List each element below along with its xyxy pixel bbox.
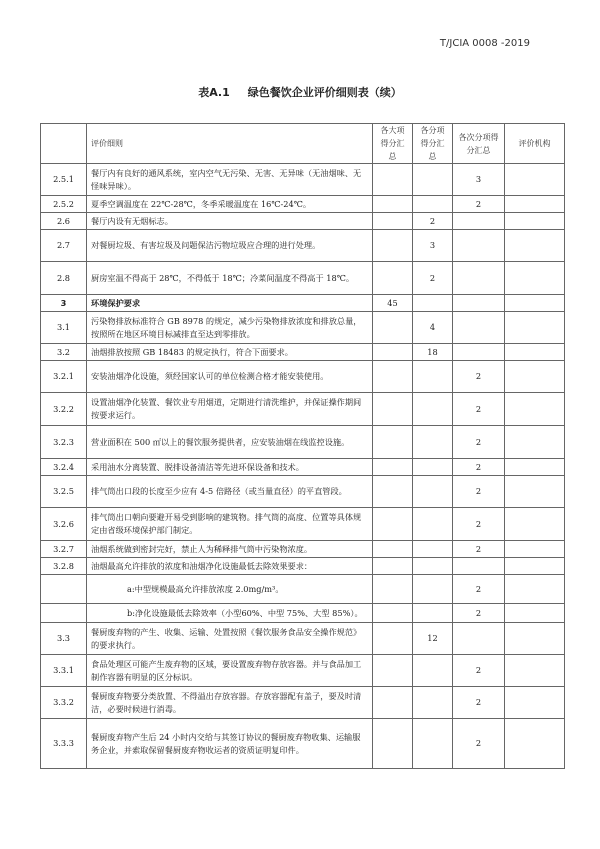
row-org-evaluation (505, 344, 565, 361)
row-item-score (413, 196, 453, 213)
table-row (41, 575, 565, 604)
row-description: 营业面积在 500 ㎡以上的餐饮服务提供者，应安装油烟在线监控设施。 (87, 426, 373, 459)
table-title (0, 84, 600, 100)
row-max-item-score (373, 604, 413, 623)
row-org-evaluation (505, 719, 565, 769)
row-code: 2.5.1 (41, 164, 87, 196)
row-code: 3.3.1 (41, 655, 87, 687)
row-description: 对餐厨垃圾、有害垃圾及问题保洁污物垃圾应合理的进行处理。 (87, 230, 373, 262)
row-code: 3.2.5 (41, 476, 87, 508)
row-item-score (413, 541, 453, 558)
row-item-score (413, 164, 453, 196)
table-row (41, 476, 565, 508)
row-description: 采用油水分离装置、脱排设备清洁等先进环保设备和技术。 (87, 459, 373, 476)
row-item-score: 4 (413, 312, 453, 344)
row-item-score (413, 295, 453, 312)
row-org-evaluation (505, 476, 565, 508)
row-code: 3.2.8 (41, 558, 87, 575)
row-code: 3.1 (41, 312, 87, 344)
row-max-item-score (373, 558, 413, 575)
row-max-item-score (373, 164, 413, 196)
header-code (41, 124, 87, 164)
row-code: 3.3.3 (41, 719, 87, 769)
row-sub-item-score: 2 (453, 604, 505, 623)
table-row (41, 344, 565, 361)
row-description: 排气筒出口朝向要避开易受到影响的建筑物。排气筒的高度、位置等具体规定由省级环境保护部门制定。 (87, 508, 373, 541)
row-sub-item-score: 2 (453, 361, 505, 393)
row-description: 餐厅内设有无烟标志。 (87, 213, 373, 230)
table-row (41, 508, 565, 541)
row-item-score (413, 719, 453, 769)
row-max-item-score (373, 312, 413, 344)
row-code: 3.2.2 (41, 393, 87, 426)
row-max-item-score (373, 623, 413, 655)
row-item-score (413, 604, 453, 623)
header-org: 评价机构 (505, 124, 565, 164)
row-item-score (413, 361, 453, 393)
row-sub-item-score (453, 262, 505, 295)
row-item-score: 18 (413, 344, 453, 361)
table-caption: 绿色餐饮企业评价细则表（续） (247, 86, 402, 99)
row-sub-item-score: 3 (453, 164, 505, 196)
row-sub-item-score: 2 (453, 541, 505, 558)
row-org-evaluation (505, 655, 565, 687)
row-code: 3.3 (41, 623, 87, 655)
row-item-score (413, 558, 453, 575)
row-code: 2.5.2 (41, 196, 87, 213)
row-max-item-score (373, 196, 413, 213)
row-max-item-score (373, 262, 413, 295)
row-description: 安装油烟净化设施，须经国家认可的单位检测合格才能安装使用。 (87, 361, 373, 393)
row-sub-item-score (453, 213, 505, 230)
row-max-item-score (373, 393, 413, 426)
table-row (41, 623, 565, 655)
row-org-evaluation (505, 541, 565, 558)
table-header-row (41, 124, 565, 164)
row-code (41, 604, 87, 623)
row-code: 3.2.3 (41, 426, 87, 459)
row-item-score (413, 655, 453, 687)
row-org-evaluation (505, 623, 565, 655)
row-description: 设置油烟净化装置、餐饮业专用烟道，定期进行清洗维护，并保证操作期间按要求运行。 (87, 393, 373, 426)
header-item: 各分项得分汇总 (413, 124, 453, 164)
row-item-score (413, 426, 453, 459)
table-row (41, 230, 565, 262)
row-max-item-score (373, 344, 413, 361)
row-sub-item-score (453, 230, 505, 262)
row-code (41, 575, 87, 604)
row-code: 2.6 (41, 213, 87, 230)
row-org-evaluation (505, 558, 565, 575)
row-max-item-score (373, 655, 413, 687)
row-sub-item-score (453, 558, 505, 575)
row-sub-item-score (453, 312, 505, 344)
header-detail: 评价细则 (87, 124, 373, 164)
row-item-score (413, 476, 453, 508)
row-code: 3.2.4 (41, 459, 87, 476)
row-max-item-score (373, 719, 413, 769)
table-row (41, 558, 565, 575)
row-max-item-score (373, 687, 413, 719)
table-row (41, 312, 565, 344)
row-item-score: 3 (413, 230, 453, 262)
row-description: 餐厨废弃物要分类放置、不得溢出存放容器。存放容器配有盖子，要及时清洁，必要时候进行消毒。 (87, 687, 373, 719)
row-org-evaluation (505, 230, 565, 262)
row-description: 油烟系统做到密封完好，禁止人为稀释排气筒中污染物浓度。 (87, 541, 373, 558)
header-max-item: 各大项得分汇总 (373, 124, 413, 164)
row-description: 餐厅内有良好的通风系统，室内空气无污染、无害、无异味（无油烟味、无怪味异味）。 (87, 164, 373, 196)
row-code: 2.7 (41, 230, 87, 262)
table-row (41, 459, 565, 476)
row-sub-item-score: 2 (453, 196, 505, 213)
row-description: 排气筒出口段的长度至少应有 4-5 倍路径（或当量直径）的平直管段。 (87, 476, 373, 508)
row-sub-item-score: 2 (453, 508, 505, 541)
row-sub-item-score: 2 (453, 393, 505, 426)
row-description: b:净化设施最低去除效率（小型60%、中型 75%、大型 85%）。 (87, 604, 373, 623)
row-description: 污染物排放标准符合 GB 8978 的规定，减少污染物排放浓度和排放总量，按照所在地区环境目标减排直至达到零排放。 (87, 312, 373, 344)
row-sub-item-score (453, 623, 505, 655)
row-item-score (413, 575, 453, 604)
row-sub-item-score: 2 (453, 687, 505, 719)
row-org-evaluation (505, 604, 565, 623)
row-code: 3.2 (41, 344, 87, 361)
table-row (41, 687, 565, 719)
document-code: T/JCIA 0008 -2019 (439, 38, 530, 49)
row-description: 夏季空调温度在 22℃-28℃，冬季采暖温度在 16℃-24℃。 (87, 196, 373, 213)
row-sub-item-score: 2 (453, 459, 505, 476)
row-code: 2.8 (41, 262, 87, 295)
table-row (41, 361, 565, 393)
row-org-evaluation (505, 312, 565, 344)
row-org-evaluation (505, 426, 565, 459)
row-description: 环境保护要求 (87, 295, 373, 312)
row-max-item-score (373, 476, 413, 508)
table-row (41, 604, 565, 623)
row-code: 3.2.1 (41, 361, 87, 393)
row-description: 厨房室温不得高于 28℃，不得低于 18℃；冷菜间温度不得高于 18℃。 (87, 262, 373, 295)
row-sub-item-score: 2 (453, 655, 505, 687)
row-item-score (413, 459, 453, 476)
table-row (41, 393, 565, 426)
evaluation-table (40, 123, 565, 769)
table-row (41, 213, 565, 230)
row-org-evaluation (505, 459, 565, 476)
row-org-evaluation (505, 164, 565, 196)
row-org-evaluation (505, 262, 565, 295)
row-item-score: 2 (413, 262, 453, 295)
table-row (41, 426, 565, 459)
row-sub-item-score: 2 (453, 426, 505, 459)
row-description: 餐厨废弃物产生后 24 小时内交给与其签订协议的餐厨废弃物收集、运输服务企业，并索取保留餐厨废弃物收运者的资质证明复印件。 (87, 719, 373, 769)
row-max-item-score (373, 575, 413, 604)
row-org-evaluation (505, 393, 565, 426)
row-description: 食品处理区可能产生废弃物的区域，要设置废弃物存放容器。并与食品加工制作容器有明显的区分标识。 (87, 655, 373, 687)
row-item-score: 12 (413, 623, 453, 655)
row-description: 餐厨废弃物的产生、收集、运输、处置按照《餐饮服务食品安全操作规范》的要求执行。 (87, 623, 373, 655)
table-row (41, 262, 565, 295)
row-item-score (413, 393, 453, 426)
row-sub-item-score: 2 (453, 575, 505, 604)
row-org-evaluation (505, 196, 565, 213)
row-max-item-score (373, 508, 413, 541)
row-code: 3.2.7 (41, 541, 87, 558)
row-org-evaluation (505, 361, 565, 393)
row-org-evaluation (505, 295, 565, 312)
row-max-item-score (373, 459, 413, 476)
section-row (41, 295, 565, 312)
row-item-score (413, 687, 453, 719)
row-org-evaluation (505, 575, 565, 604)
row-description: 油烟排放按照 GB 18483 的规定执行，符合下面要求。 (87, 344, 373, 361)
row-sub-item-score (453, 295, 505, 312)
table-row (41, 164, 565, 196)
row-description: 油烟最高允许排放的浓度和油烟净化设施最低去除效果要求： (87, 558, 373, 575)
row-max-item-score (373, 426, 413, 459)
row-description: a:中型规模最高允许排放浓度 2.0mg/m³。 (87, 575, 373, 604)
row-code: 3 (41, 295, 87, 312)
row-sub-item-score (453, 344, 505, 361)
table-row (41, 541, 565, 558)
row-max-item-score (373, 230, 413, 262)
table-number: 表A.1 (198, 86, 230, 99)
row-code: 3.2.6 (41, 508, 87, 541)
row-max-item-score (373, 361, 413, 393)
header-sub-item: 各次分项得分汇总 (453, 124, 505, 164)
table-row (41, 719, 565, 769)
row-max-item-score (373, 541, 413, 558)
row-item-score: 2 (413, 213, 453, 230)
row-sub-item-score: 2 (453, 476, 505, 508)
row-code: 3.3.2 (41, 687, 87, 719)
row-org-evaluation (505, 687, 565, 719)
table-row (41, 196, 565, 213)
row-sub-item-score: 2 (453, 719, 505, 769)
row-max-item-score (373, 213, 413, 230)
table-row (41, 655, 565, 687)
row-item-score (413, 508, 453, 541)
row-org-evaluation (505, 213, 565, 230)
row-max-item-score: 45 (373, 295, 413, 312)
row-org-evaluation (505, 508, 565, 541)
